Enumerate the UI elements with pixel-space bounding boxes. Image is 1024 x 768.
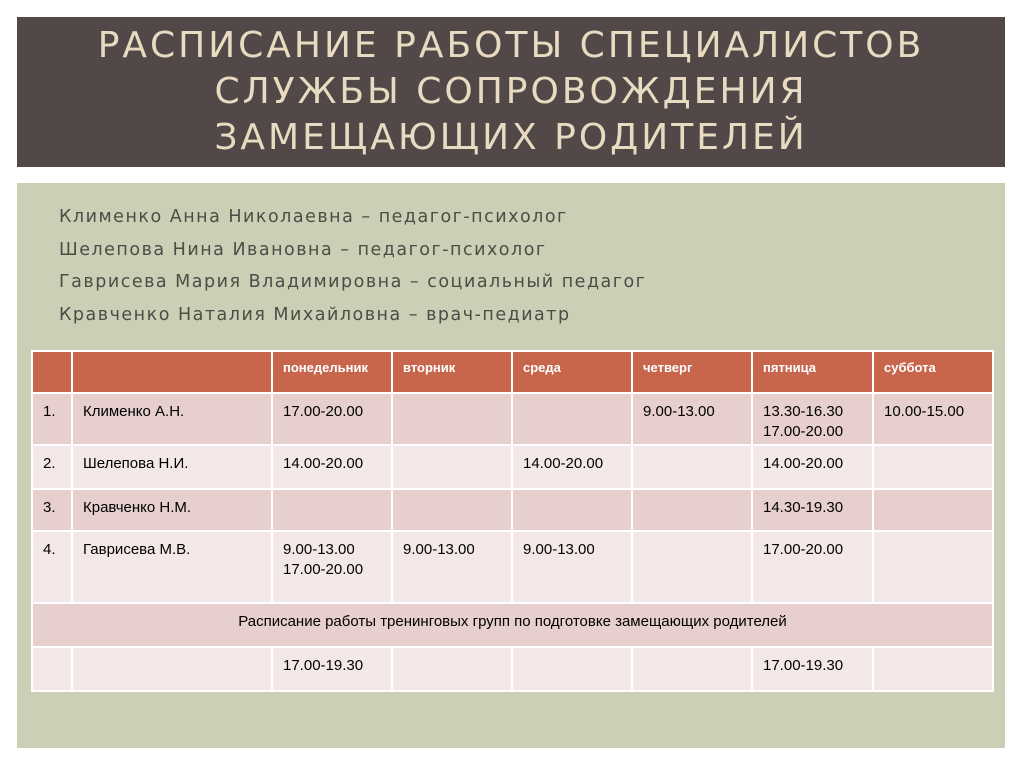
cell-thursday [632,647,752,691]
cell-wednesday [512,445,632,489]
time-slot: 17.00-19.30 [283,657,364,674]
cell-saturday [873,393,993,445]
time-slot: 13.30-16.30 [763,403,844,420]
cell-thursday [632,393,752,445]
cell-wednesday [512,647,632,691]
staff-item: Шелепова Нина Ивановна – педагог-психолог [59,239,547,260]
header-saturday: суббота [873,351,993,393]
row-number: 4. [32,531,72,603]
cell-thursday [632,489,752,531]
cell-monday [272,647,392,691]
time-slot: 17.00-19.30 [763,657,844,674]
row-number: 3. [32,489,72,531]
cell-wednesday [512,393,632,445]
header-friday: пятница [752,351,873,393]
table-row [32,531,993,603]
cell-wednesday [512,489,632,531]
cell-tuesday [392,393,512,445]
cell-monday [272,489,392,531]
cell-tuesday [392,445,512,489]
specialist-name: Клименко А.Н. [72,393,272,445]
time-slot: 17.00-20.00 [763,423,844,440]
header-num [32,351,72,393]
row-number [32,647,72,691]
training-caption: Расписание работы тренинговых групп по подготовке замещающих родителей [32,603,993,647]
staff-item: Кравченко Наталия Михайловна – врач-педиатр [59,304,571,325]
cell-saturday [873,445,993,489]
row-number: 2. [32,445,72,489]
time-slot: 14.00-20.00 [283,455,364,472]
cell-saturday [873,647,993,691]
header-tuesday: вторник [392,351,512,393]
table-row [32,393,993,445]
cell-monday [272,531,392,603]
title-bar [17,17,1005,167]
time-slot: 9.00-13.00 [643,403,715,420]
cell-friday [752,647,873,691]
header-monday: понедельник [272,351,392,393]
time-slot: 14.30-19.30 [763,499,844,516]
cell-saturday [873,489,993,531]
table-row [32,445,993,489]
cell-tuesday [392,489,512,531]
cell-friday [752,445,873,489]
cell-thursday [632,445,752,489]
cell-monday [272,393,392,445]
cell-tuesday [392,647,512,691]
cell-friday [752,489,873,531]
training-row [32,647,993,691]
specialist-name [72,647,272,691]
cell-saturday [873,531,993,603]
specialist-name: Кравченко Н.М. [72,489,272,531]
staff-item: Гаврисева Мария Владимировна – социальный педагог [59,272,647,292]
cell-tuesday [392,531,512,603]
time-slot: 9.00-13.00 [283,541,355,558]
content-area [17,183,1005,748]
specialist-name: Гаврисева М.В. [72,531,272,603]
header-wednesday: среда [512,351,632,393]
table-header-row [32,351,993,393]
training-caption-row [32,603,993,647]
staff-list [59,201,646,331]
table-row [32,489,993,531]
time-slot: 14.00-20.00 [523,455,604,472]
header-name [72,351,272,393]
time-slot: 9.00-13.00 [523,541,595,558]
cell-friday [752,393,873,445]
time-slot: 10.00-15.00 [884,403,965,420]
specialist-name: Шелепова Н.И. [72,445,272,489]
time-slot: 17.00-20.00 [283,561,364,578]
time-slot: 17.00-20.00 [283,403,364,420]
header-thursday: четверг [632,351,752,393]
row-number: 1. [32,393,72,445]
time-slot: 17.00-20.00 [763,541,844,558]
cell-monday [272,445,392,489]
cell-thursday [632,531,752,603]
time-slot: 9.00-13.00 [403,541,475,558]
cell-wednesday [512,531,632,603]
schedule-table [31,350,994,692]
cell-friday [752,531,873,603]
page-title: РАСПИСАНИЕ РАБОТЫ СПЕЦИАЛИСТОВ СЛУЖБЫ СОПРОВОЖДЕНИЯ ЗАМЕЩАЮЩИХ РОДИТЕЛЕЙ [97,25,925,158]
time-slot: 14.00-20.00 [763,455,844,472]
staff-item: Клименко Анна Николаевна – педагог-психолог [59,207,568,227]
